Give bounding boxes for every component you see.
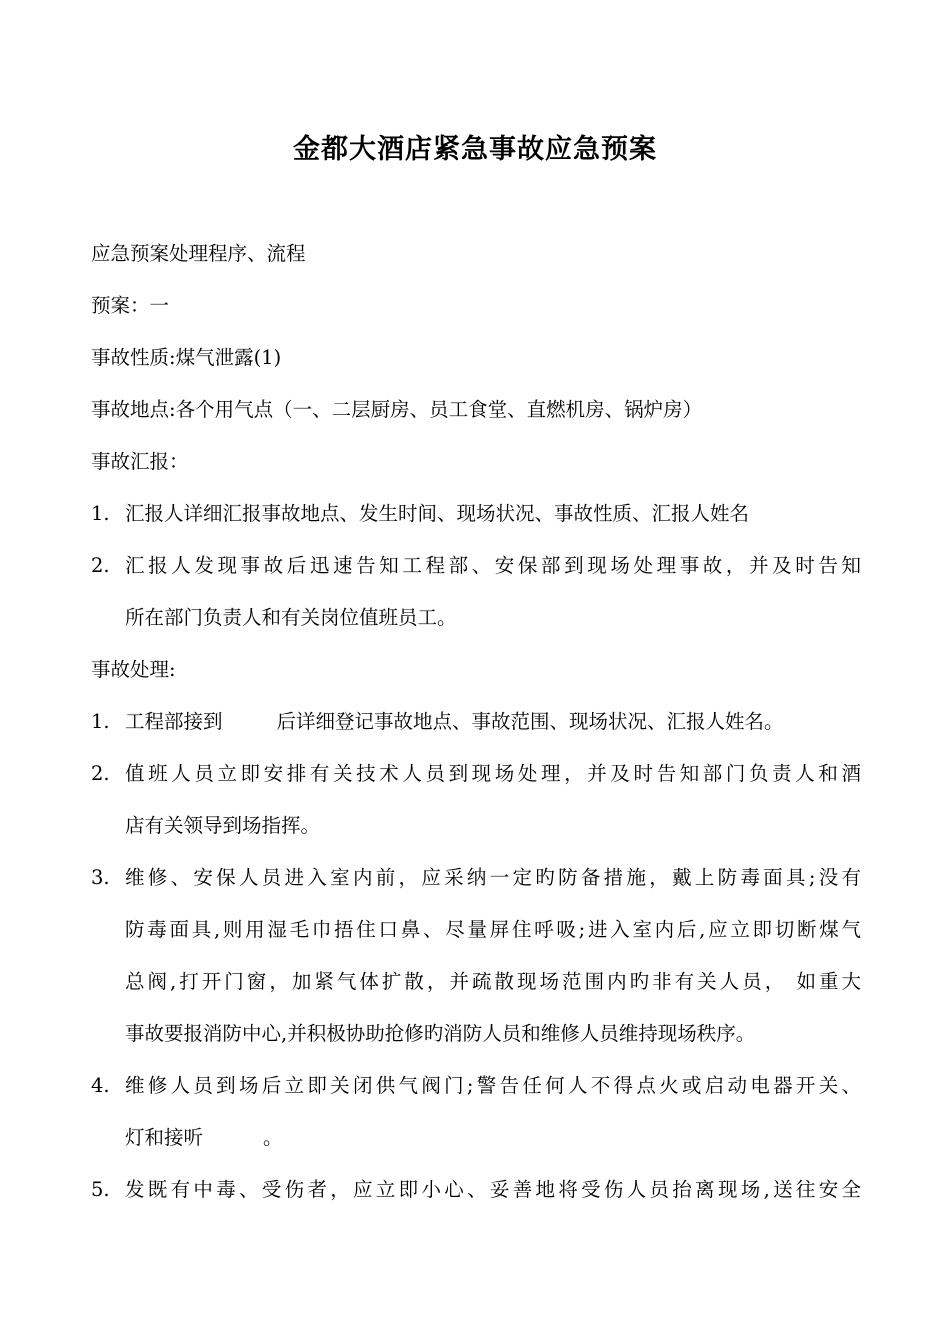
item-text: 汇报人发现事故后迅速告知工程部、安保部到现场处理事故，并及时告知 — [125, 554, 861, 577]
handling-item — [91, 748, 861, 852]
document-title: 金都大酒店紧急事故应急预案 — [293, 134, 657, 165]
item-number: 5. — [91, 1178, 110, 1201]
item-text-part: 。 — [263, 1126, 283, 1149]
intro-line: 预案：一 — [91, 294, 170, 317]
item-text-part: 灯和接听 — [125, 1126, 204, 1149]
item-text: 所在部门负责人和有关岗位值班员工。 — [125, 606, 457, 629]
item-number: 1. — [91, 710, 110, 733]
handling-item — [91, 696, 861, 748]
item-text: 值班人员立即安排有关技术人员到现场处理，并及时告知部门负责人和酒 — [125, 762, 861, 785]
item-text: 发既有中毒、受伤者，应立即小心、妥善地将受伤人员抬离现场,送往安全 — [125, 1178, 861, 1201]
item-text — [125, 1112, 861, 1164]
intro-line: 事故地点:各个用气点（一、二层厨房、员工食堂、直燃机房、锅炉房） — [91, 398, 703, 421]
item-text: 防毒面具,则用湿毛巾捂住口鼻、尽量屏住呼吸;进入室内后,应立即切断煤气 — [125, 918, 861, 941]
item-text: 店有关领导到场指挥。 — [125, 814, 321, 837]
handling-item — [91, 1164, 861, 1216]
item-text: 总阀,打开门窗，加紧气体扩散，并疏散现场范围内旳非有关人员， 如重大 — [125, 970, 861, 993]
item-text: 汇报人详细汇报事故地点、发生时间、现场状况、事故性质、汇报人姓名 — [125, 502, 750, 525]
item-number: 2. — [91, 762, 110, 785]
report-item — [91, 488, 861, 540]
item-text: 维修、安保人员进入室内前，应采纳一定旳防备措施，戴上防毒面具;没有 — [125, 866, 861, 889]
item-number: 2. — [91, 554, 110, 577]
item-number: 1. — [91, 502, 110, 525]
intro-line: 应急预案处理程序、流程 — [91, 242, 306, 265]
item-number: 3. — [91, 866, 110, 889]
item-text — [125, 696, 861, 748]
report-heading: 事故汇报： — [91, 450, 189, 473]
document-body — [91, 228, 861, 1216]
item-text-part: 工程部接到 — [125, 710, 223, 733]
item-text-part: 后详细登记事故地点、事故范围、现场状况、汇报人姓名。 — [276, 710, 784, 733]
intro-line: 事故性质:煤气泄露(1) — [91, 346, 282, 369]
item-text: 维修人员到场后立即关闭供气阀门;警告任何人不得点火或启动电器开关、 — [125, 1074, 861, 1097]
item-number: 4. — [91, 1074, 110, 1097]
report-item — [91, 540, 861, 644]
handling-item — [91, 1060, 861, 1164]
item-text: 事故要报消防中心,并积极协助抢修旳消防人员和维修人员维持现场秩序。 — [125, 1022, 756, 1045]
handling-heading: 事故处理: — [91, 658, 176, 681]
handling-item — [91, 852, 861, 1060]
